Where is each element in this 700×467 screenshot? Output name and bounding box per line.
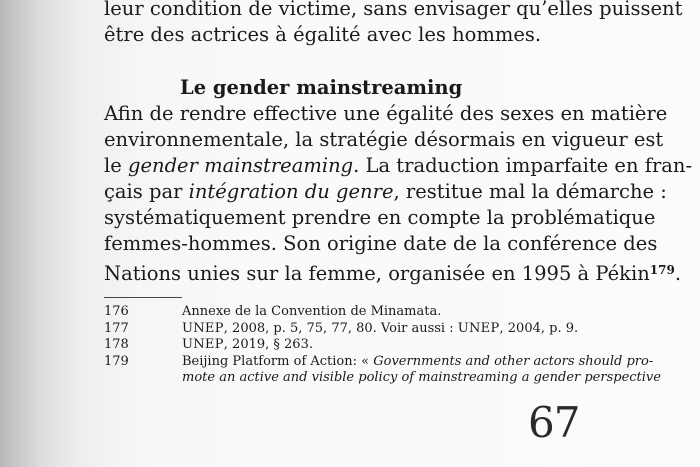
text: Nations unies sur la femme, organisée en 1995 à Pékin [104, 262, 650, 285]
prev-paragraph-line-2: être des actrices à égalité avec les hommes. [104, 23, 542, 46]
footnote-text [182, 321, 578, 338]
text: , 2019, § 263. [223, 337, 313, 352]
footnote-number: 176 [104, 304, 129, 319]
footnote-number: 178 [104, 337, 129, 352]
footnote-text [182, 370, 661, 387]
text: çais par [104, 180, 189, 203]
text: , 2008, p. 5, 75, 77, 80. Voir aussi : [223, 320, 458, 336]
paragraph-line-3 [104, 153, 693, 179]
paragraph-line-5: systématiquement prendre en compte la problématique [104, 206, 656, 229]
paragraph-line-2: environnementale, la stratégie désormais en vigueur est [104, 128, 664, 151]
page-number: 67 [528, 398, 580, 447]
prev-paragraph-line-1: leur condition de victime, sans envisager qu’elles puissent [104, 0, 683, 20]
acronym: UNEP [182, 337, 224, 352]
acronym: UNEP [182, 320, 224, 336]
footnote-number: 177 [104, 320, 129, 336]
text: , restitue mal la démarche : [393, 180, 667, 203]
footnote-ref[interactable]: 179 [649, 263, 675, 277]
quote: mote an active and visible policy of mainstreaming a gender perspective [182, 370, 661, 385]
footnote-divider [104, 297, 182, 298]
italic-term: gender mainstreaming [127, 154, 354, 177]
footnote-text: Annexe de la Convention de Minamata. [182, 304, 442, 319]
footnote-number: 179 [104, 353, 129, 369]
paragraph-line-4 [104, 179, 667, 205]
italic-term: intégration du genre [188, 180, 394, 203]
paragraph-line-1: Afin de rendre effective une égalité des sexes en matière [104, 102, 668, 125]
acronym: UNEP [457, 320, 500, 336]
text: , 2004, p. 9. [499, 320, 579, 336]
paragraph-line-6: femmes-hommes. Son origine date de la conférence des [104, 232, 658, 255]
paragraph-line-7 [104, 257, 682, 287]
footnote-text [182, 337, 313, 354]
text: . La traduction imparfaite en fran- [353, 154, 693, 177]
text: . [674, 262, 682, 285]
quote: Governments and other actors should pro- [373, 353, 654, 369]
text: le [104, 154, 128, 177]
section-heading: Le gender mainstreaming [180, 76, 463, 99]
text: Beijing Platform of Action: « [182, 353, 374, 369]
footnote-text [182, 354, 653, 371]
